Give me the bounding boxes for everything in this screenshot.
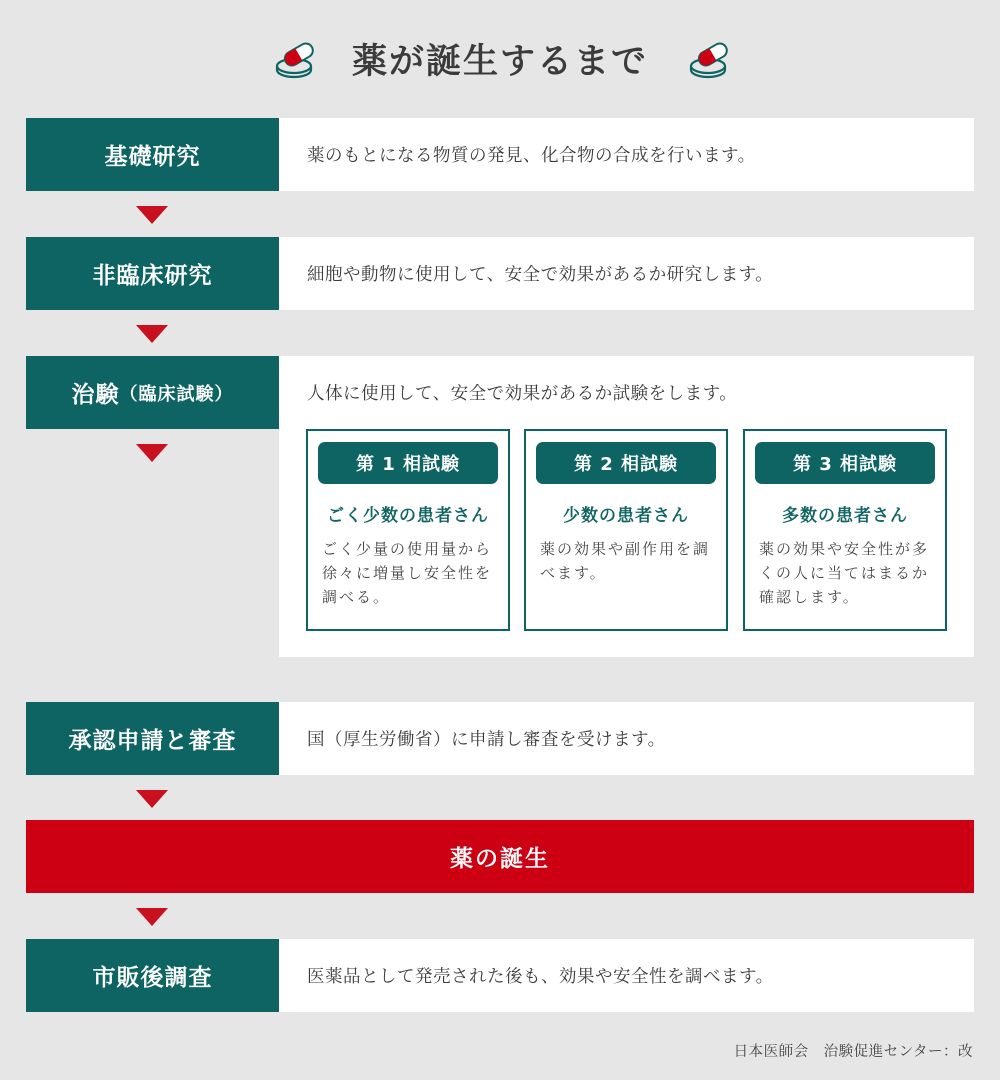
down-arrow-icon bbox=[136, 790, 168, 808]
stage-label-clinical-trial bbox=[26, 356, 279, 429]
stage-description: 人体に使用して、安全で効果があるか試験をします。 bbox=[307, 384, 738, 404]
down-arrow-icon bbox=[136, 325, 168, 343]
phase-target: 少数の患者さん bbox=[563, 506, 689, 526]
phase-title: 第 2 相試験 bbox=[536, 442, 716, 484]
phase-card-3 bbox=[743, 429, 947, 631]
down-arrow-icon bbox=[136, 206, 168, 224]
stage-description: 医薬品として発売された後も、効果や安全性を調べます。 bbox=[279, 939, 974, 1012]
stage-label-sub: （臨床試験） bbox=[119, 383, 234, 405]
phase-card-2 bbox=[524, 429, 728, 631]
stage-description: 国（厚生労働省）に申請し審査を受けます。 bbox=[279, 702, 974, 775]
phase-target: 多数の患者さん bbox=[782, 506, 908, 526]
capsule-tablet-icon bbox=[682, 39, 732, 79]
page-title: 薬が誕生するまで bbox=[351, 42, 648, 82]
phase-text: 薬の効果や安全性が多くの人に当てはまるか確認します。 bbox=[759, 540, 930, 606]
phase-card-1 bbox=[306, 429, 510, 631]
stage-description: 薬のもとになる物質の発見、化合物の合成を行います。 bbox=[279, 118, 974, 191]
phase-title: 第 1 相試験 bbox=[318, 442, 498, 484]
down-arrow-icon bbox=[136, 444, 168, 462]
stage-label-nonclinical: 非臨床研究 bbox=[26, 237, 279, 310]
stage-label-post-marketing: 市販後調査 bbox=[26, 939, 279, 1012]
phase-title: 第 3 相試験 bbox=[755, 442, 935, 484]
capsule-tablet-icon bbox=[268, 39, 318, 79]
source-credit: 日本医師会 治験促進センター：改 bbox=[733, 1044, 973, 1060]
stage-label-main: 治験 bbox=[71, 382, 120, 408]
drug-birth-banner: 薬の誕生 bbox=[26, 820, 974, 893]
stage-label-approval: 承認申請と審査 bbox=[26, 702, 279, 775]
phase-target: ごく少数の患者さん bbox=[327, 506, 489, 526]
phase-text: 薬の効果や副作用を調べます。 bbox=[540, 540, 711, 582]
stage-label-basic-research: 基礎研究 bbox=[26, 118, 279, 191]
down-arrow-icon bbox=[136, 908, 168, 926]
stage-description: 細胞や動物に使用して、安全で効果があるか研究します。 bbox=[279, 237, 974, 310]
title-row bbox=[0, 34, 1000, 84]
phase-text: ごく少量の使用量から徐々に増量し安全性を調べる。 bbox=[322, 540, 493, 606]
